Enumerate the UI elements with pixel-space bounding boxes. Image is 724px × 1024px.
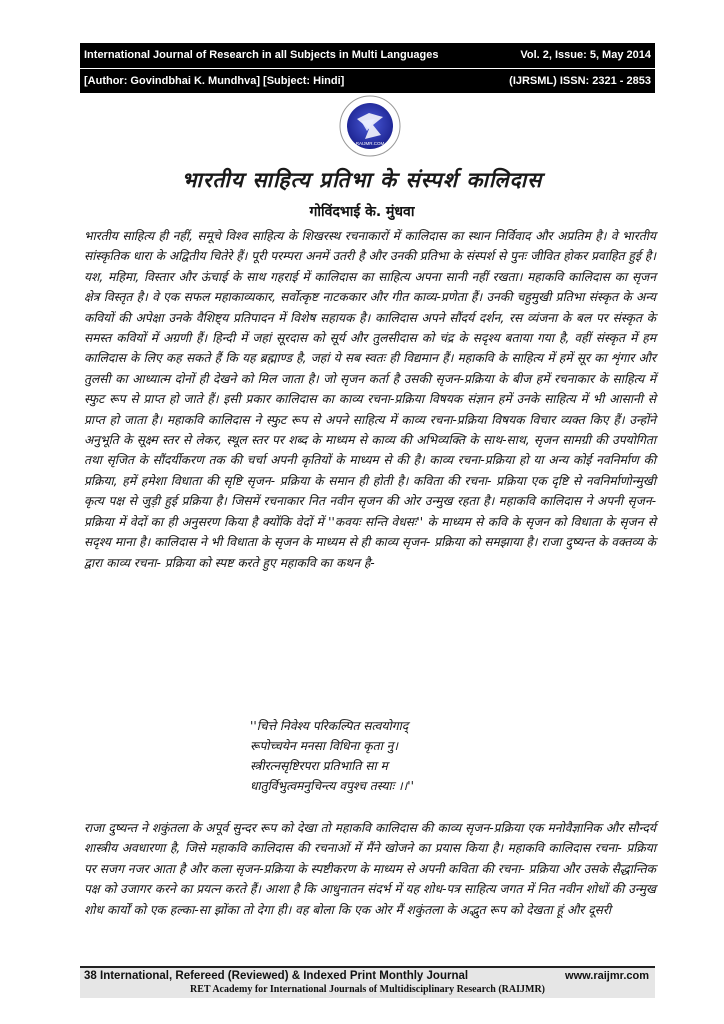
header-row-1 <box>80 43 655 68</box>
verse-block <box>250 716 580 796</box>
article-body-1 <box>84 226 656 573</box>
article-body-2 <box>84 818 656 920</box>
footer-website[interactable]: www.raijmr.com <box>565 970 649 982</box>
verse-line: स्त्रीरत्नसृष्टिरपरा प्रतिभाति सा म <box>250 759 388 773</box>
article-title: भारतीय साहित्य प्रतिभा के संस्पर्श कालिदास <box>181 167 543 192</box>
verse-line: रूपोच्चयेन मनसा विधिना कृता नु। <box>250 739 399 753</box>
header-row-2 <box>80 68 655 93</box>
logo-text: RAIJMR.COM <box>355 141 385 146</box>
author-subject: [Author: Govindbhai K. Mundhva] [Subject: Hindi] <box>84 75 345 87</box>
footer-journal-text: International, Refereed (Reviewed) & Indexed Print Monthly Journal <box>100 970 469 982</box>
article-author: गोविंदभाई के. मुंधवा <box>309 204 415 220</box>
page-number: 38 <box>84 970 97 982</box>
paragraph-1: भारतीय साहित्य ही नहीं, समूचे विश्व साहित्य के शिखरस्थ रचनाकारों में कालिदास का स्थान निर्विवाद और अप्रतिम है। वे भारतीय सांस्कृतिक धारा के अद्वितीय चितेरे हैं। पूरी परम्परा अनमें उतरी है और उनकी प्रतिभा के संस्पर्श से पुनः जीवित होकर प्रवाहित हुई है। यश, महिमा, विस्तार और ऊंचाई के साथ गहराई में कालिदास का साहित्य अपना सानी नहीं रखता। महाकवि कालिदास का सृजन क्षेत्र विस्तृत है। वे एक सफल महाकाव्यकार, सर्वोत्कृष्ट नाटककार और गीत काव्य-प्रणेता हैं। उनकी चहुमुखी प्रतिभा संस्कृत के अन्य कवियों की अपेक्षा उनके वैशिष्ट्य प्रतिपादन में विशेष सहायक है। कालिदास अपने सौंदर्य दर्शन, रस व्यंजना के बल पर संस्कृत के समस्त कवियों में अग्रणी हैं। हिन्दी में जहां सूरदास को सूर्य और तुलसीदास को चंद्र के सदृश्य बताया गया है, वहीं संस्कृत में हम कालिदास के लिए कह सकते हैं कि यह ब्रह्माण्ड है, जहां ये सब स्वतः ही विद्यमान हैं। महाकवि के साहित्य में हमें सूर का शृंगार और तुलसी का आध्यात्म दोनों ही देखने को मिल जाता है। जो सृजन कर्ता है उसकी सृजन-प्रक्रिया के बीज हमें रचनाकार के साहित्य में स्फुट रूप से प्राप्त हो जाते हैं। इसी प्रकार कालिदास का काव्य रचना-प्रक्रिया विषयक संज्ञान हमें उनके साहित्य में भी आसानी से प्राप्त हो जाता है। महाकवि कालिदास ने स्फुट रूप से अपने साहित्य में काव्य रचना-प्रक्रिया विषयक विचार व्यक्त किए हैं। उन्होंने अनुभूति के सूक्ष्म स्तर से लेकर, स्थूल स्तर पर शब्द के माध्यम से काव्य की अभिव्यक्ति के साथ-साथ, सृजन सामग्री की उपयोगिता तथा सृजित के सौंदर्यीकरण तक की चर्चा अपनी कृतियों के माध्यम से की है। काव्य रचना-प्रक्रिया हो या अन्य कोई नवनिर्माण की प्रक्रिया, हमें हमेशा विधाता की सृष्टि सृजन- प्रक्रिया के समान ही होती है। कविता की रचना- प्रक्रिया एक दृष्टि से नवनिर्माणोन्मुखी कृत्य पक्ष से जुड़ी हुई प्रक्रिया है। जिसमें रचनाकार नित नवीन सृजन की ओर उन्मुख रहता है। महाकवि कालिदास ने अपनी सृजन- प्रक्रिया में वेदों का ही अनुसरण किया है क्योंकि वेदों में ''कवयः सन्ति वेधसः'' के माध्यम से कवि के सृजन को विधाता के सृजन से सदृश्य माना है। कालिदास ने भी विधाता के सृजन के माध्यम से ही काव्य सृजन- प्रक्रिया को समझाया है। राजा दुष्यन्त के वक्तव्य के द्वारा काव्य रचना- प्रक्रिया को स्पष्ट करते हुए महाकवि का कथन है- <box>84 229 656 570</box>
journal-logo-icon <box>339 95 401 157</box>
journal-footer <box>80 966 655 998</box>
volume-info: Vol. 2, Issue: 5, May 2014 <box>520 49 651 61</box>
verse-line: ''चित्ते निवेश्य परिकल्पित सत्वयोगाद् <box>250 719 409 733</box>
footer-journal-line <box>84 970 468 982</box>
journal-title: International Journal of Research in all Subjects in Multi Languages <box>84 49 439 61</box>
footer-academy: RET Academy for International Journals of Multidisciplinary Research (RAIJMR) <box>190 984 545 995</box>
journal-header <box>80 43 655 93</box>
paragraph-2: राजा दुष्यन्त ने शकुंतला के अपूर्व सुन्दर रूप को देखा तो महाकवि कालिदास की काव्य सृजन-प्रक्रिया एक मनोवैज्ञानिक और सौन्दर्य शास्त्रीय अवधारणा है, जिसे महाकवि कालिदास की रचनाओं में मैंने खोजने का प्रयास किया है। महाकवि कालिदास रचना- प्रक्रिया पर सजग नजर आता है और कला सृजन-प्रक्रिया के स्पष्टीकरण के माध्यम से अपनी कविता की रचना- प्रक्रिया और उसके सैद्धान्तिक पक्ष को उजागर करने का प्रयत्न करते हैं। आशा है कि आधुनातन संदर्भ में यह शोध-पत्र साहित्य जगत में नित नवीन शोधों की उन्मुख शोध कार्यों को एक हल्का-सा झोंका तो देगा ही। वह बोला कि एक ओर मैं शकुंतला के अद्भुत रूप को देखता हूं और दूसरी <box>84 821 657 917</box>
verse-line: धातुर्विभुत्वमनुचिन्त्य वपुश्च तस्याः ।।'' <box>250 779 414 793</box>
issn: (IJRSML) ISSN: 2321 - 2853 <box>509 75 651 87</box>
